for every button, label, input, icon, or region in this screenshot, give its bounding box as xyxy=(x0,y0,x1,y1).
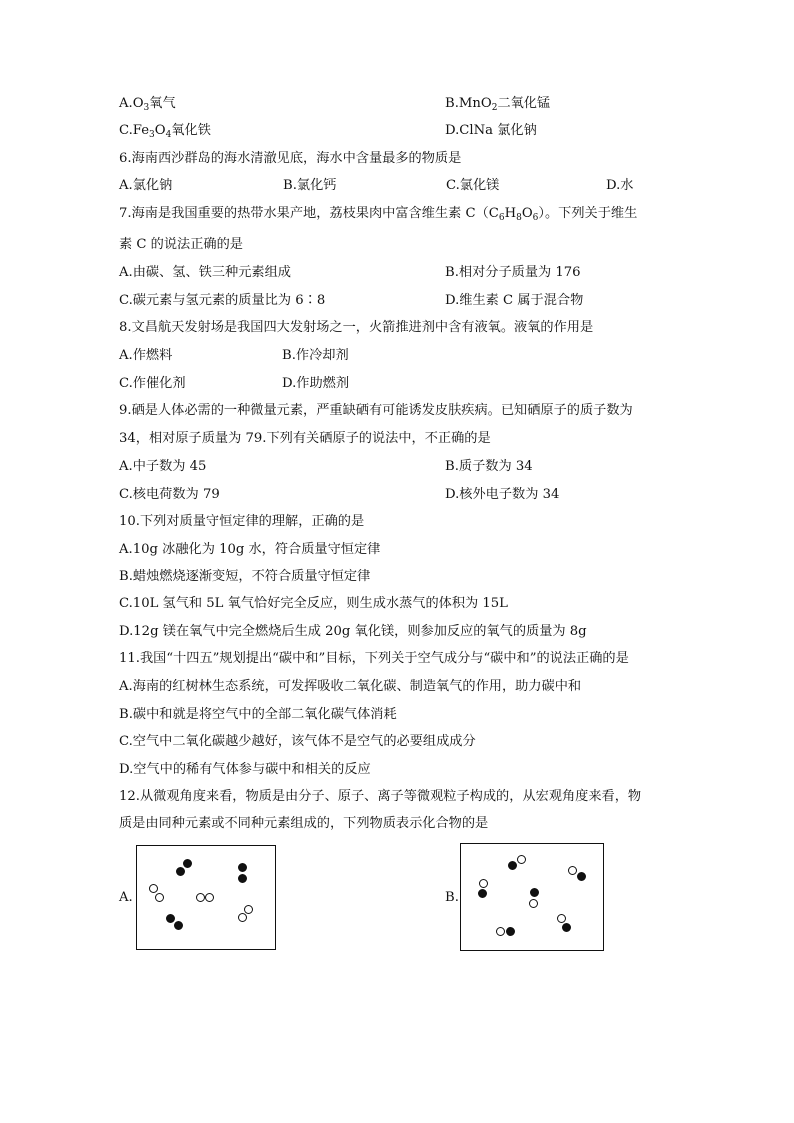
q10-option-a: A.10g 冰融化为 10g 水，符合质量守恒定律 xyxy=(119,542,381,557)
q5-option-b: B.MnO$_2$二氧化锰 xyxy=(445,96,551,113)
white-atom xyxy=(479,879,488,888)
q7-stem-line2: 素 C 的说法正确的是 xyxy=(119,237,243,252)
q9-option-a: A.中子数为 45 xyxy=(119,459,207,474)
white-atom xyxy=(557,914,566,923)
q5-option-a: $A.O_3$氧气 xyxy=(119,96,176,113)
q12-option-b-particle-diagram xyxy=(460,843,604,951)
q10-option-d: D.12g 镁在氧气中完全燃烧后生成 20g 氧化镁，则参加反应的氧气的质量为 8g xyxy=(119,624,587,639)
q11-option-a: A.海南的红树林生态系统，可发挥吸收二氧化碳、制造氧气的作用，助力碳中和 xyxy=(119,679,582,694)
q9-stem-line1: 9.硒是人体必需的一种微量元素，严重缺硒有可能诱发皮肤疾病。已知硒原子的质子数为 xyxy=(119,403,633,418)
q10-stem: 10.下列对质量守恒定律的理解，正确的是 xyxy=(119,514,365,529)
q11-option-c: C.空气中二氧化碳越少越好，该气体不是空气的必要组成成分 xyxy=(119,734,476,749)
q8-stem: 8.文昌航天发射场是我国四大发射场之一，火箭推进剂中含有液氧。液氧的作用是 xyxy=(119,320,594,335)
black-atom xyxy=(506,927,515,936)
q11-option-d: D.空气中的稀有气体参与碳中和相关的反应 xyxy=(119,762,371,777)
q12-option-b-label: B. xyxy=(445,890,459,905)
q10-option-c: C.10L 氢气和 5L 氧气恰好完全反应，则生成水蒸气的体积为 15L xyxy=(119,596,508,611)
q7-stem-line1: 7.海南是我国重要的热带水果产地，荔枝果肉中富含维生素 $C(C_6H_8O_6)$。下列关于维生 xyxy=(119,206,638,223)
white-atom xyxy=(205,893,214,902)
q8-option-b: B.作冷却剂 xyxy=(282,348,349,363)
q7-option-d: D.维生素 C 属于混合物 xyxy=(445,293,584,308)
q6-option-d: D.水 xyxy=(606,178,634,193)
q9-option-b: B.质子数为 34 xyxy=(445,459,533,474)
q12-stem-line2: 质是由同种元素或不同种元素组成的，下列物质表示化合物的是 xyxy=(119,816,489,831)
q9-option-c: C.核电荷数为 79 xyxy=(119,487,220,502)
white-atom xyxy=(517,855,526,864)
q6-option-c: C.氯化镁 xyxy=(446,178,500,193)
q7-option-b: B.相对分子质量为 176 xyxy=(445,265,581,280)
white-atom xyxy=(244,905,253,914)
white-atom xyxy=(568,866,577,875)
q8-option-d: D.作助燃剂 xyxy=(282,376,350,391)
q12-stem-line1: 12.从微观角度来看，物质是由分子、原子、离子等微观粒子构成的，从宏观角度来看，物 xyxy=(119,789,642,804)
black-atom xyxy=(176,867,185,876)
q6-option-b: B.氯化钙 xyxy=(283,178,337,193)
q12-option-a-label: A. xyxy=(119,890,133,905)
black-atom xyxy=(562,923,571,932)
black-atom xyxy=(174,921,183,930)
black-atom xyxy=(166,914,175,923)
black-atom xyxy=(478,889,487,898)
black-atom xyxy=(238,874,247,883)
black-atom xyxy=(183,859,192,868)
q5-option-d: D.ClNa 氯化钠 xyxy=(445,123,537,138)
white-atom xyxy=(496,927,505,936)
black-atom xyxy=(530,888,539,897)
q9-option-d: D.核外电子数为 34 xyxy=(445,487,560,502)
q11-stem: 11.我国“十四五”规划提出“碳中和”目标，下列关于空气成分与“碳中和”的说法正确的是 xyxy=(119,651,629,666)
q10-option-b: B.蜡烛燃烧逐渐变短，不符合质量守恒定律 xyxy=(119,569,371,584)
white-atom xyxy=(155,893,164,902)
white-atom xyxy=(238,913,247,922)
white-atom xyxy=(529,899,538,908)
white-atom xyxy=(196,893,205,902)
black-atom xyxy=(238,863,247,872)
q6-stem: 6.海南西沙群岛的海水清澈见底，海水中含量最多的物质是 xyxy=(119,151,462,166)
q8-option-a: A.作燃料 xyxy=(119,348,173,363)
white-atom xyxy=(149,884,158,893)
q12-option-a-particle-diagram xyxy=(136,845,276,950)
q7-option-a: A.由碳、氢、铁三种元素组成 xyxy=(119,265,291,280)
black-atom xyxy=(508,861,517,870)
q9-stem-line2: 34，相对原子质量为 79.下列有关硒原子的说法中，不正确的是 xyxy=(119,431,491,446)
q7-option-c: C.碳元素与氢元素的质量比为 6∶8 xyxy=(119,293,326,308)
q8-option-c: C.作催化剂 xyxy=(119,376,186,391)
black-atom xyxy=(577,872,586,881)
q6-option-a: A.氯化钠 xyxy=(119,178,173,193)
q5-option-c: $C.Fe_3O_4$氧化铁 xyxy=(119,123,211,140)
q11-option-b: B.碳中和就是将空气中的全部二氧化碳气体消耗 xyxy=(119,707,397,722)
